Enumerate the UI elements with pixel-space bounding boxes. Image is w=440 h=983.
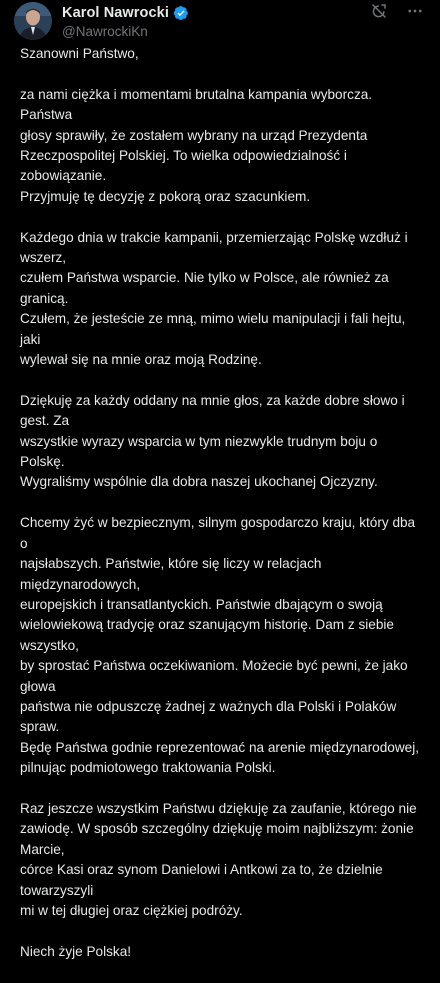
tweet-paragraph: Raz jeszcze wszystkim Państwu dziękuję za zaufanie, którego nie zawiodę. W sposób szczególny dziękuję moim najbliższym: żonie Marcie, córce Kasi oraz synom Danielowi i Antkowi za to, że dzielnie towarzyszyli mi w tej długiej oraz ciężkiej podróży.	[20, 800, 417, 918]
tweet-actions	[370, 2, 424, 20]
author-block	[62, 4, 189, 39]
author-name-row	[62, 4, 189, 22]
tweet-paragraph: za nami ciężka i momentami brutalna kampania wyborcza. Państwa głosy sprawiły, że zostałem wybrany na urząd Prezydenta Rzeczpospolitej Polskiej. To wielka odpowiedzialność i zobowiązanie. Przyjmuję tę decyzję z pokorą oraz szacunkiem.	[20, 86, 373, 204]
author-name[interactable]: Karol Nawrocki	[62, 5, 169, 21]
tweet-paragraph: Każdego dnia w trakcie kampanii, przemierzając Polskę wzdłuż i wszerz, czułem Państwa wsparcie. Nie tylko w Polsce, ale również za granicą. Czułem, że jesteście ze mną, mimo wielu manipulacji i fali hejtu, jaki wylewał się na mnie oraz moją Rodzinę.	[20, 229, 408, 368]
tweet-text	[20, 44, 425, 983]
closing-text: Niech żyje Polska!	[20, 943, 132, 959]
verified-badge-icon	[173, 5, 189, 21]
tweet-closing	[20, 942, 425, 962]
author-handle[interactable]: @NawrockiKn	[62, 24, 148, 39]
tweet-paragraph: Chcemy żyć w bezpiecznym, silnym gospodarczo kraju, który dba o najsłabszych. Państwie, które się liczy w relacjach międzynarodowych, europejskich i transatlantyckich. Państwie dbającym o swoją wielowiekową tradycję oraz szanującym historię. Dam z siebie wszystko, by sprostać Państwa oczekiwaniom. Możecie być pewni, że jako głowa państwa nie odpuszczę żadnej z ważnych dla Polski i Polaków spraw. Będę Państwa godnie reprezentować na arenie międzynarodowej, pilnując podmiotowego traktowania Polski.	[20, 515, 419, 776]
grok-icon[interactable]	[370, 2, 388, 20]
tweet-paragraph: Dziękuję za każdy oddany na mnie głos, za każde dobre słowo i gest. Za wszystkie wyrazy wsparcia w tym niezwykle trudnym boju o Polskę. Wygraliśmy wspólnie dla dobra naszej ukochanej Ojczyzny.	[20, 392, 405, 490]
tweet-header	[14, 0, 426, 42]
tweet-paragraph: Szanowni Państwo,	[20, 46, 139, 61]
poland-flag-emoji	[133, 947, 148, 958]
avatar[interactable]	[14, 2, 52, 40]
more-options-icon[interactable]	[406, 2, 424, 20]
